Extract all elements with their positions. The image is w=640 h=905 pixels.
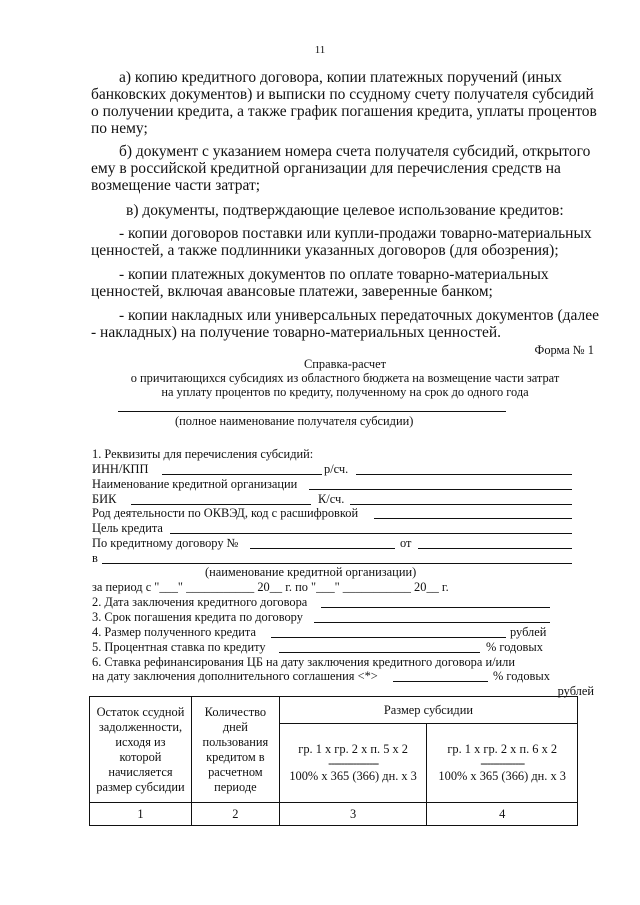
header-col1-line: задолженности, — [98, 719, 183, 734]
item-6-unit: % годовых — [493, 669, 550, 683]
item-d3-line2: - накладных) на получение товарно-материальных ценностей. — [91, 324, 502, 341]
formula-col3-dash: ---------------- — [328, 756, 379, 770]
currency-unit: рублей — [557, 684, 594, 698]
formula-col3-bottom: 100% х 365 (366) дн. х 3 — [289, 769, 417, 783]
inn-field — [162, 474, 322, 475]
formula-col4-bottom: 100% х 365 (366) дн. х 3 — [438, 769, 566, 783]
item-d2-line1: - копии платежных документов по оплате товарно-материальных — [119, 266, 549, 283]
formula-col3-top: гр. 1 х гр. 2 х п. 5 х 2 — [298, 742, 408, 756]
item-a-line2: банковских документов) и выписки по ссудному счету получателя субсидий — [91, 86, 594, 103]
item-a-line4: по нему; — [91, 120, 148, 137]
form-subtitle-line1: о причитающихся субсидиях из областного бюджета на возмещение части затрат — [130, 371, 560, 385]
ks-field — [350, 504, 572, 505]
formula-col4 — [427, 724, 578, 803]
bik-field — [131, 504, 311, 505]
header-col1-line: начисляется — [108, 764, 173, 779]
header-col2-line: дней — [222, 719, 248, 734]
contract-label: По кредитному договору № — [92, 536, 239, 550]
period-line: за период с "___" ___________ 20__ г. по "___" ___________ 20__ г. — [92, 580, 449, 594]
ks-label: К/сч. — [318, 492, 345, 506]
page-number: 11 — [314, 44, 326, 56]
item-d3-line1: - копии накладных или универсальных передаточных документов (далее — [119, 307, 600, 324]
bank-name-label: Наименование кредитной организации — [92, 477, 298, 491]
item-6-line2: на дату заключения дополнительного соглашения <*> — [92, 669, 378, 683]
contract-from-label: от — [400, 536, 412, 550]
header-col1-line: исходя из — [115, 734, 166, 749]
item-5-label: 5. Процентная ставка по кредиту — [92, 640, 266, 654]
item-6-field — [393, 681, 488, 682]
okved-label: Род деятельности по ОКВЭД, код с расшифровкой — [92, 506, 359, 520]
form-title: Справка-расчет — [304, 357, 386, 371]
subsidy-table — [89, 696, 578, 826]
header-col2-line: пользования — [202, 734, 269, 749]
item-b-line3: возмещение части затрат; — [91, 177, 261, 194]
formula-col3 — [279, 724, 427, 803]
item-d2-line2: ценностей, включая авансовые платежи, заверенные банком; — [91, 283, 493, 300]
item-4-label: 4. Размер полученного кредита — [92, 625, 256, 639]
header-col2-line: периоде — [214, 779, 257, 794]
item-b-line2: ему в российской кредитной организации для перечисления средств на — [91, 160, 561, 177]
header-col2-line: расчетном — [208, 764, 263, 779]
section-requisites: 1. Реквизиты для перечисления субсидий: — [92, 447, 314, 461]
item-4-unit: рублей — [510, 625, 547, 639]
item-v-line1: в) документы, подтверждающие целевое использование кредитов: — [126, 202, 564, 219]
contract-number-field — [250, 548, 395, 549]
form-label: Форма № 1 — [534, 343, 594, 357]
item-2-field — [321, 607, 550, 608]
header-subsidy-size: Размер субсидии — [279, 697, 577, 724]
item-d1-line1: - копии договоров поставки или купли-продажи товарно-материальных — [119, 225, 592, 242]
header-col2-line: кредитом в — [206, 749, 265, 764]
bank-in-label: в — [92, 551, 98, 565]
formula-col4-dash: -------------- — [480, 756, 525, 770]
col-number-4: 4 — [427, 803, 578, 826]
contract-date-field — [418, 548, 572, 549]
recipient-name-line — [118, 411, 506, 412]
goal-field — [170, 533, 572, 534]
col-number-1: 1 — [90, 803, 192, 826]
item-5-field — [279, 652, 480, 653]
inn-label: ИНН/КПП — [92, 462, 149, 476]
recipient-caption: (полное наименование получателя субсидии) — [175, 414, 414, 428]
item-6-line1: 6. Ставка рефинансирования ЦБ на дату заключения кредитного договора и/или — [92, 655, 515, 669]
header-col1 — [90, 697, 192, 803]
item-b-line1: б) документ с указанием номера счета получателя субсидий, открытого — [119, 143, 591, 160]
bank-caption: (наименование кредитной организации) — [205, 565, 417, 579]
item-5-unit: % годовых — [486, 640, 543, 654]
col-number-2: 2 — [191, 803, 279, 826]
item-a-line1: а) копию кредитного договора, копии платежных поручений (иных — [119, 69, 562, 86]
header-col1-line: которой — [119, 749, 162, 764]
item-4-field — [271, 637, 506, 638]
item-3-label: 3. Срок погашения кредита по договору — [92, 610, 303, 624]
bik-label: БИК — [92, 492, 117, 506]
col-number-3: 3 — [279, 803, 427, 826]
form-subtitle-line2: на уплату процентов по кредиту, полученному на срок до одного года — [161, 385, 529, 399]
header-col1-line: Остаток ссудной — [96, 704, 185, 719]
bank-in-field — [102, 563, 572, 564]
okved-field — [374, 518, 572, 519]
item-3-field — [314, 622, 550, 623]
item-2-label: 2. Дата заключения кредитного договора — [92, 595, 308, 609]
header-col1-line: размер субсидии — [96, 779, 185, 794]
item-d1-line2: ценностей, а также подлинники указанных договоров (для обозрения); — [91, 242, 559, 259]
bank-name-field — [309, 489, 572, 490]
header-col2-line: Количество — [204, 704, 267, 719]
rs-label: р/сч. — [324, 462, 349, 476]
rs-field — [356, 474, 572, 475]
goal-label: Цель кредита — [92, 521, 163, 535]
formula-col4-top: гр. 1 х гр. 2 х п. 6 х 2 — [447, 742, 558, 756]
header-col2 — [191, 697, 279, 803]
item-a-line3: о получении кредита, а также график погашения кредита, уплаты процентов — [91, 103, 597, 120]
